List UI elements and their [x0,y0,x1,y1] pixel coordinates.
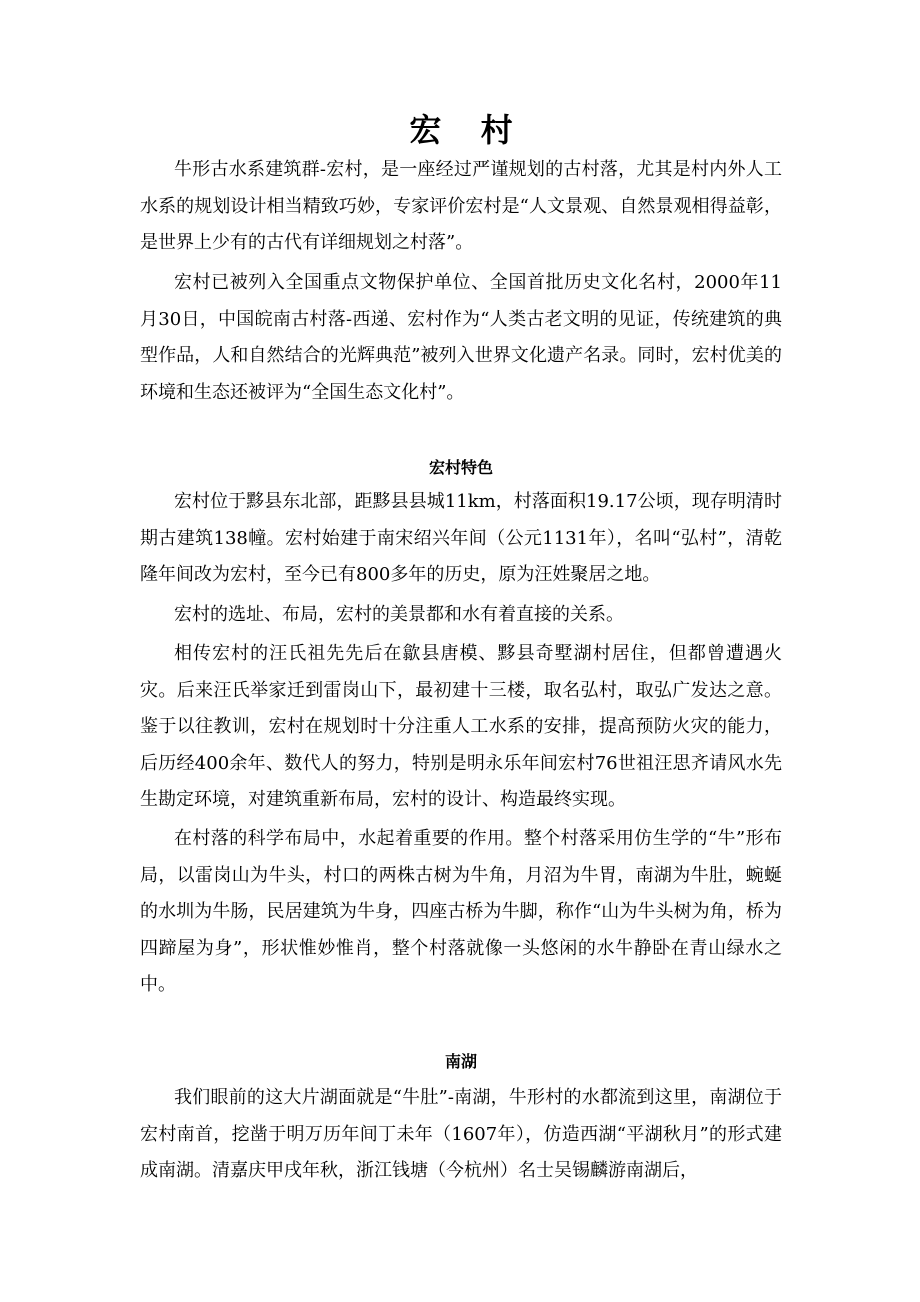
section-paragraph: 在村落的科学布局中，水起着重要的作用。整个村落采用仿生学的“牛”形布局，以雷岗山为牛头，村口的两株古树为牛角，月沼为牛胃，南湖为牛肚，蜿蜒的水圳为牛肠，民居建筑为牛身，四座古桥为牛脚，称作“山为牛头树为角，桥为四蹄屋为身”，形状惟妙惟肖，整个村落就像一头悠闲的水牛静卧在青山绿水之中。 [140,828,782,995]
section-paragraph: 宏村位于黟县东北部，距黟县县城11km，村落面积19.17公顷，现存明清时期古建筑138幢。宏村始建于南宋绍兴年间（公元1131年），名叫“弘村”，清乾隆年间改为宏村，至今已有800多年的历史，原为汪姓聚居之地。 [140,491,782,585]
section-paragraph: 我们眼前的这大片湖面就是“牛肚”-南湖，牛形村的水都流到这里，南湖位于宏村南首，挖凿于明万历年间丁未年（1607年），仿造西湖“平湖秋月”的形式建成南湖。清嘉庆甲戌年秋，浙江钱塘（今杭州）名士吴锡麟游南湖后， [140,1087,782,1181]
section-paragraph: 相传宏村的汪氏祖先先后在歙县唐模、黟县奇墅湖村居住，但都曾遭遇火灾。后来汪氏举家迁到雷岗山下，最初建十三楼，取名弘村，取弘广发达之意。鉴于以往教训，宏村在规划时十分注重人工水系的安排，提高预防火灾的能力，后历经400余年、数代人的努力，特别是明永乐年间宏村76世祖汪思齐请风水先生勘定环境，对建筑重新布局，宏村的设计、构造最终实现。 [140,643,782,810]
section-paragraph: 宏村的选址、布局，宏村的美景都和水有着直接的关系。 [174,604,624,625]
intro-paragraph: 宏村已被列入全国重点文物保护单位、全国首批历史文化名村，2000年11月30日，中国皖南古村落-西递、宏村作为“人类古老文明的见证，传统建筑的典型作品，人和自然结合的光辉典范”被列入世界文化遗产名录。同时，宏村优美的环境和生态还被评为“全国生态文化村”。 [140,272,782,403]
document-title: 宏 村 [409,111,527,149]
section-heading-south-lake: 南湖 [444,1052,477,1071]
section-heading-hongcun-features: 宏村特色 [428,458,493,477]
intro-paragraph: 牛形古水系建筑群-宏村，是一座经过严谨规划的古村落，尤其是村内外人工水系的规划设计相当精致巧妙，专家评价宏村是“人文景观、自然景观相得益彰，是世界上少有的古代有详细规划之村落”。 [140,159,782,253]
